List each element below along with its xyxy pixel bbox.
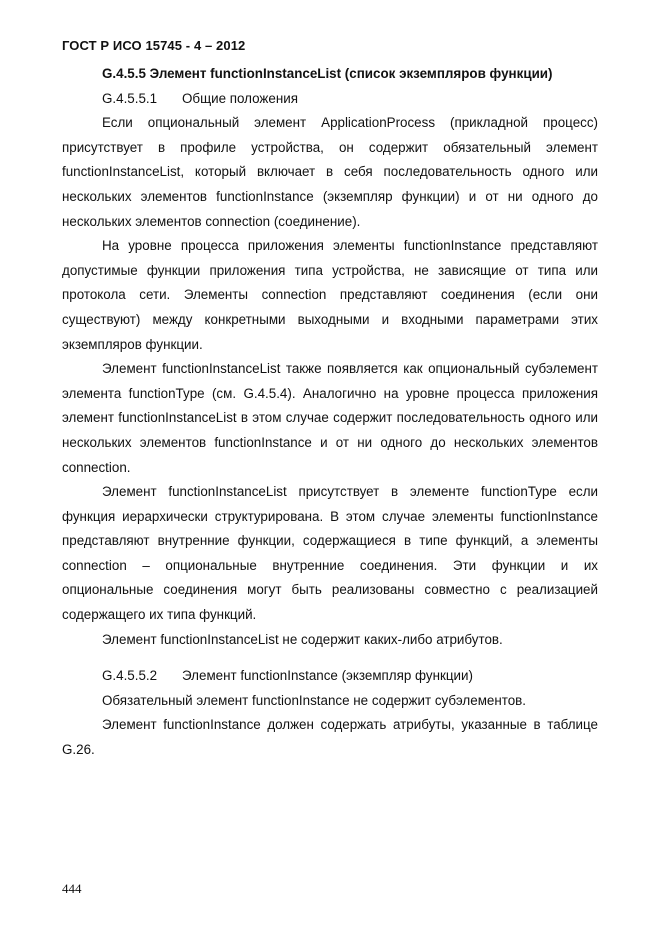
paragraph: Обязательный элемент functionInstance не содержит субэлементов.: [102, 692, 527, 708]
section-gap: [62, 652, 598, 664]
page-number: 444: [62, 881, 82, 896]
paragraph: Если опциональный элемент ApplicationProcess (прикладной процесс) присутствует в профиле устройства, он содержит обязательный элемент functionInstanceList, который включает в себя последовательность одного или нескольких элементов functionInstance (экземпляр функции) и от ни одного до нескольких элементов connection (соединение).: [62, 115, 598, 229]
paragraph: Элемент functionInstanceList присутствует в элементе functionType если функция иерархически структурирована. В этом случае элементы functionInstance представляют внутренние функции, содержащиеся в типе функций, а элементы connection – опциональные внутренние соединения. Эти функции и их опциональные соединения могут быть реализованы совместно с реализацией содержащего их типа функций.: [62, 484, 598, 623]
subsection-title: Элемент functionInstance (экземпляр функции): [182, 668, 473, 684]
subsection-number: G.4.5.5.1: [102, 90, 158, 106]
paragraph: Элемент functionInstanceList также появляется как опциональный субэлемент элемента functionType (см. G.4.5.4). Аналогично на уровне процесса приложения элемент functionInstanceList в этом случае содержит последовательность одного или нескольких элементов functionInstance и от ни одного до нескольких элементов connection.: [62, 361, 598, 475]
paragraph: Элемент functionInstanceList не содержит каких-либо атрибутов.: [102, 631, 503, 647]
standard-header: ГОСТ Р ИСО 15745 - 4 – 2012: [62, 38, 246, 53]
subsection-title: Общие положения: [182, 90, 298, 106]
paragraph: Элемент functionInstance должен содержать атрибуты, указанные в таблице G.26.: [62, 717, 598, 758]
section-heading: G.4.5.5 Элемент functionInstanceList (список экземпляров функции): [102, 66, 553, 81]
subsection-heading-2: [62, 664, 598, 689]
paragraph: На уровне процесса приложения элементы functionInstance представляют допустимые функции приложения типа устройства, не зависящие от типа или протокола сети. Элементы connection представляют соединения (если они существуют) между конкретными выходными и входными параметрами этих экземпляров функции.: [62, 238, 598, 352]
subsection-heading-1: [62, 87, 598, 112]
subsection-number: G.4.5.5.2: [102, 668, 158, 684]
document-body: [62, 62, 598, 763]
